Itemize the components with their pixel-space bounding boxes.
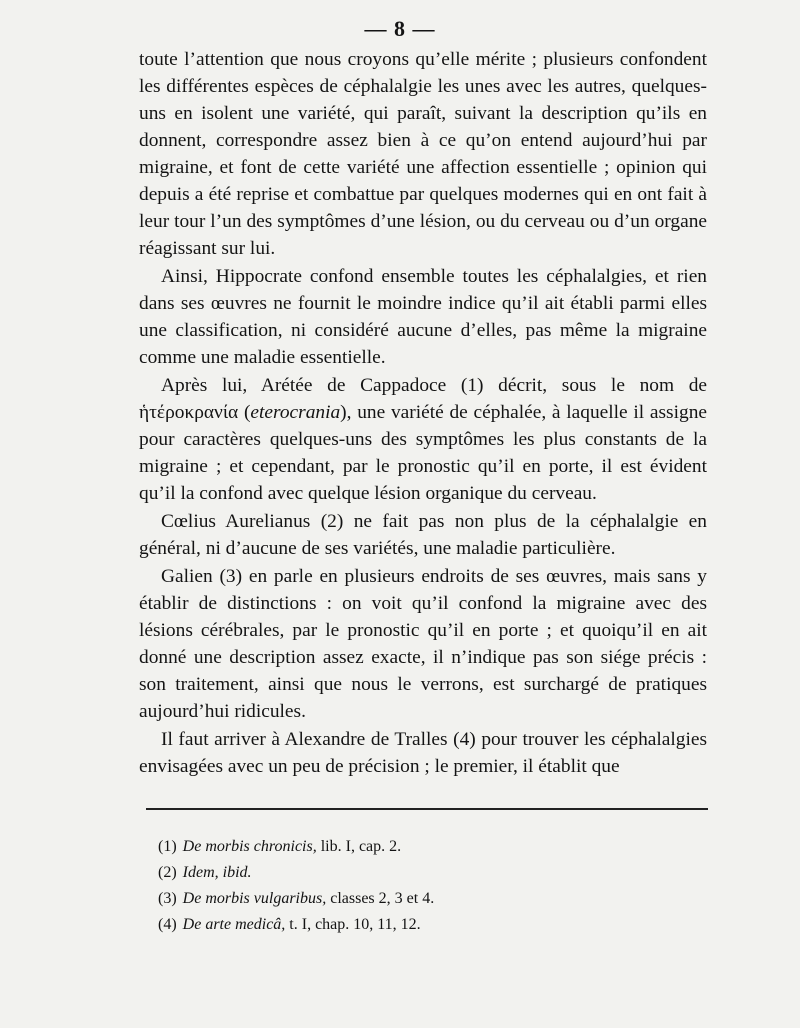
footnote-title: Idem, ibid.: [182, 864, 252, 881]
footnote-separator: [146, 808, 708, 810]
footnote: [158, 860, 698, 886]
paragraph-text: ), une variété de céphalée, à laquelle il assigne pour caractères quelques-uns des symptômes les plus constants de la migraine ; et cependant, par le pronostic qu’il en porte, il est évident qu’il la confond avec quelque lésion organique du cerveau.: [139, 402, 707, 504]
footnote-reference: classes 2, 3 et 4.: [326, 890, 435, 907]
footnote-reference: lib. I, cap. 2.: [316, 838, 402, 855]
paragraph: [139, 372, 707, 507]
paragraph-text: (: [238, 402, 251, 423]
footnote-number: (2): [158, 864, 177, 881]
footnote: [158, 834, 698, 860]
page-number: — 8 —: [364, 16, 436, 41]
paragraph: Il faut arriver à Alexandre de Tralles (4) pour trouver les céphalalgies envisagées avec un peu de précision ; le premier, il établit que: [139, 729, 707, 777]
footnote-title: De morbis chronicis,: [182, 838, 317, 855]
footnote-number: (1): [158, 838, 177, 855]
paragraph: Galien (3) en parle en plusieurs endroits de ses œuvres, mais sans y établir de distinctions : on voit qu’il confond la migraine avec des lésions cérébrales, par le pronostic qu’il en porte ; et quoiqu’il en ait donné une description assez exacte, il n’indique pas son siége précis : son traitement, ainsi que nous le verrons, est surchargé de pratiques aujourd’hui ridicules.: [139, 566, 707, 722]
footnote-title: De morbis vulgaribus,: [182, 890, 327, 907]
footnote-number: (4): [158, 916, 177, 933]
paragraph: Cœlius Aurelianus (2) ne fait pas non plus de la céphalalgie en général, ni d’aucune de ses variétés, une maladie particulière.: [139, 511, 707, 559]
paragraph: Ainsi, Hippocrate confond ensemble toutes les céphalalgies, et rien dans ses œuvres ne fournit le moindre indice qu’il ait établi parmi elles une classification, ni considéré aucune d’elles, pas même la migraine comme une maladie essentielle.: [139, 266, 707, 368]
greek-term: ἡτέροκρανία: [139, 402, 239, 423]
paragraph: toute l’attention que nous croyons qu’elle mérite ; plusieurs confondent les différentes espèces de céphalalgie les unes avec les autres, quelques-uns en isolent une variété, qui paraît, suivant la description qu’ils en donnent, correspondre assez bien à ce qu’on entend aujourd’hui par migraine, et font de cette variété une affection essentielle ; opinion qui depuis a été reprise et combattue par quelques modernes qui en ont fait à leur tour l’un des symptômes d’une lésion, ou du cerveau ou d’un organe réagissant sur lui.: [139, 49, 707, 259]
footnote-number: (3): [158, 890, 177, 907]
latin-term: eterocrania: [250, 402, 341, 423]
footnote-reference: t. I, chap. 10, 11, 12.: [285, 916, 421, 933]
footnote: [158, 886, 698, 912]
body-text: [139, 46, 707, 780]
footnotes: [158, 834, 698, 938]
footnote-title: De arte medicâ,: [182, 916, 286, 933]
footnote: [158, 912, 698, 938]
paragraph-text: Après lui, Arétée de Cappadoce (1) décrit, sous le nom de: [161, 375, 707, 396]
